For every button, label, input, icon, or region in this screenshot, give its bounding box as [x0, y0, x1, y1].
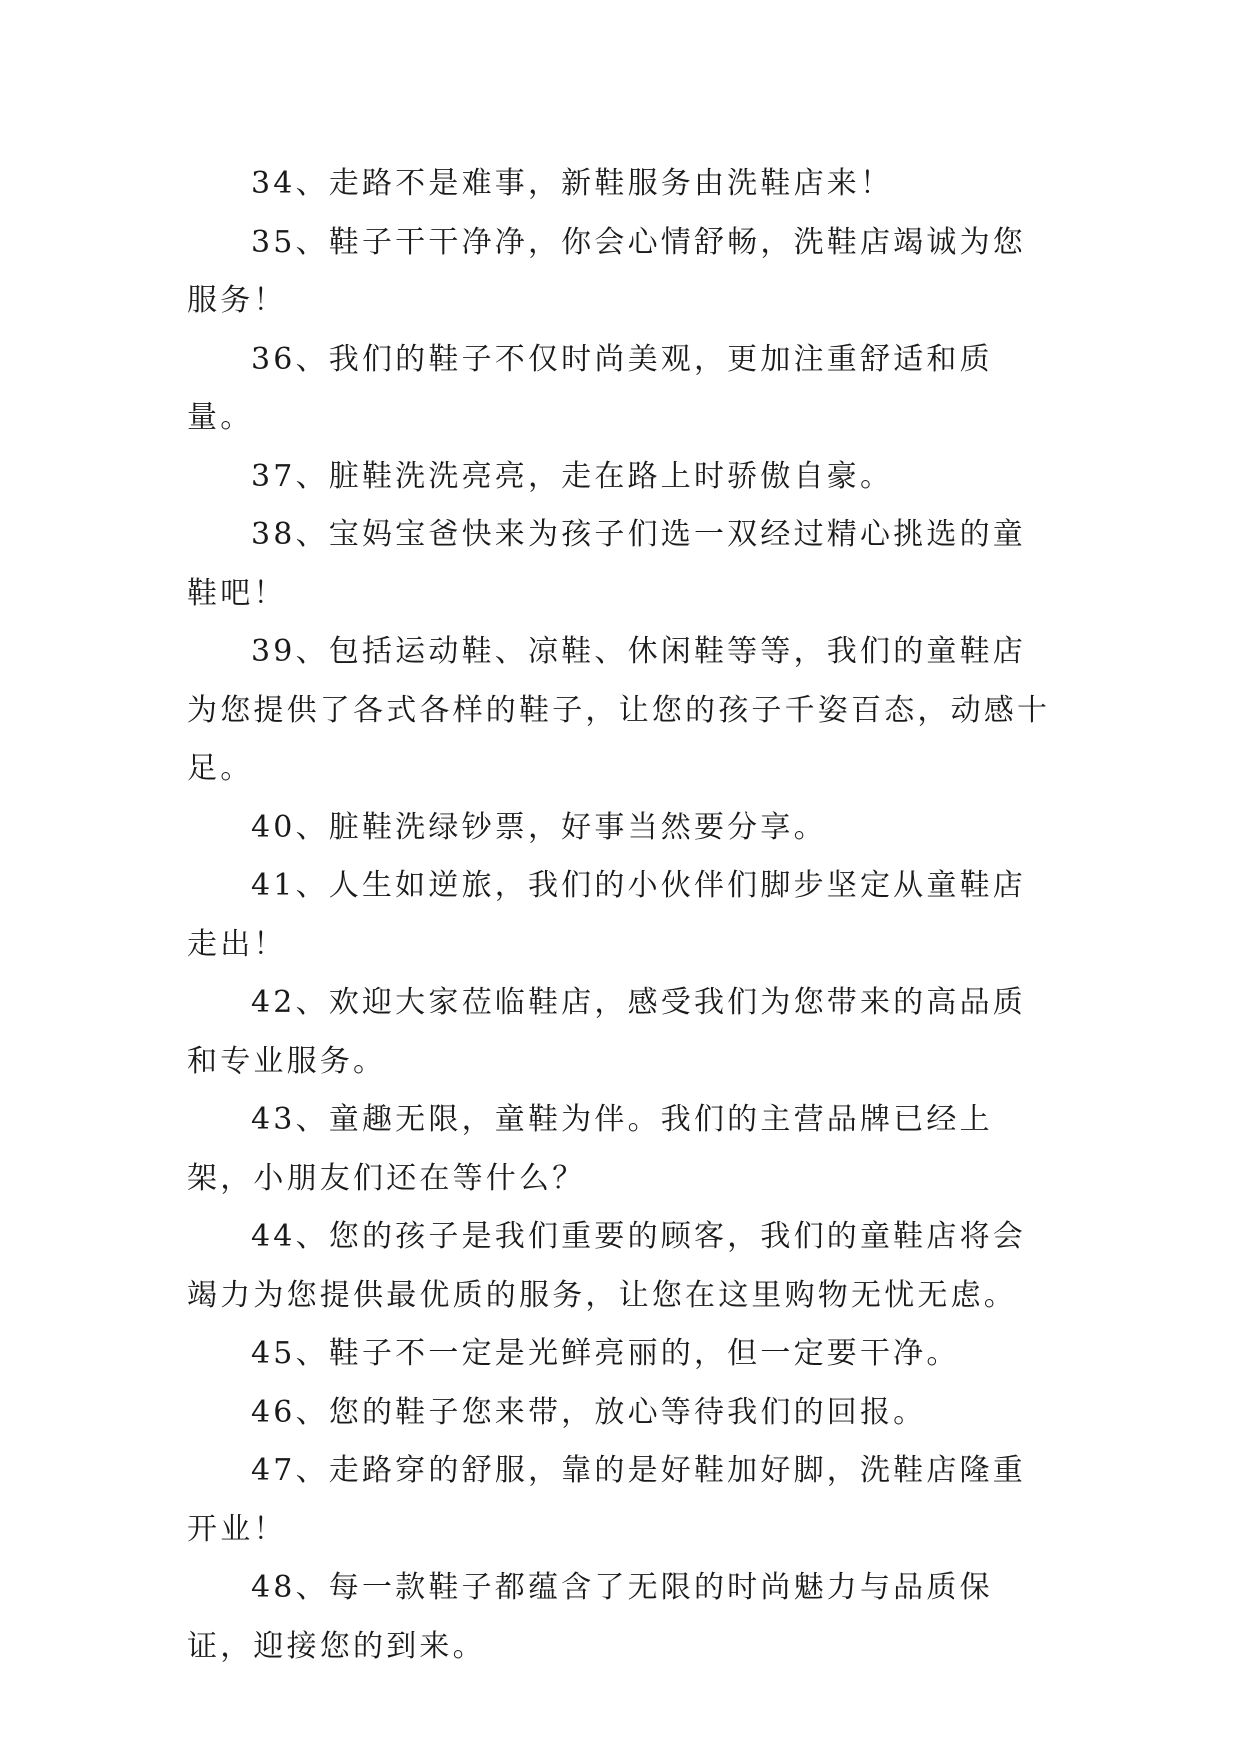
paragraph-38: 38、宝妈宝爸快来为孩子们选一双经过精心挑选的童鞋吧！: [187, 517, 1026, 611]
paragraph-48: 48、每一款鞋子都蕴含了无限的时尚魅力与品质保证，迎接您的到来。: [187, 1570, 993, 1664]
paragraph-46: 46、您的鞋子您来带，放心等待我们的回报。: [251, 1394, 927, 1430]
paragraph-41: 41、人生如逆旅，我们的小伙伴们脚步坚定从童鞋店走出！: [187, 868, 1026, 962]
paragraph-40: 40、脏鞋洗绿钞票，好事当然要分享。: [251, 809, 827, 845]
paragraph-43: 43、童趣无限，童鞋为伴。我们的主营品牌已经上架，小朋友们还在等什么？: [187, 1102, 993, 1196]
paragraph-34: 34、走路不是难事，新鞋服务由洗鞋店来！: [251, 166, 894, 201]
paragraph-45: 45、鞋子不一定是光鲜亮丽的，但一定要干净。: [251, 1336, 960, 1371]
paragraph-35: 35、鞋子干干净净，你会心情舒畅，洗鞋店竭诚为您服务！: [187, 224, 1026, 318]
paragraph-47: 47、走路穿的舒服，靠的是好鞋加好脚，洗鞋店隆重开业！: [187, 1453, 1026, 1547]
paragraph-42: 42、欢迎大家莅临鞋店，感受我们为您带来的高品质和专业服务。: [187, 985, 1026, 1079]
document-body: [187, 155, 1057, 1676]
paragraph-37: 37、脏鞋洗洗亮亮，走在路上时骄傲自豪。: [251, 458, 894, 494]
paragraph-44: 44、您的孩子是我们重要的顾客，我们的童鞋店将会竭力为您提供最优质的服务，让您在这里购物无忧无虑。: [187, 1219, 1026, 1313]
paragraph-36: 36、我们的鞋子不仅时尚美观，更加注重舒适和质量。: [187, 341, 993, 435]
paragraph-39: 39、包括运动鞋、凉鞋、休闲鞋等等，我们的童鞋店为您提供了各式各样的鞋子，让您的孩子千姿百态，动感十足。: [187, 634, 1051, 786]
